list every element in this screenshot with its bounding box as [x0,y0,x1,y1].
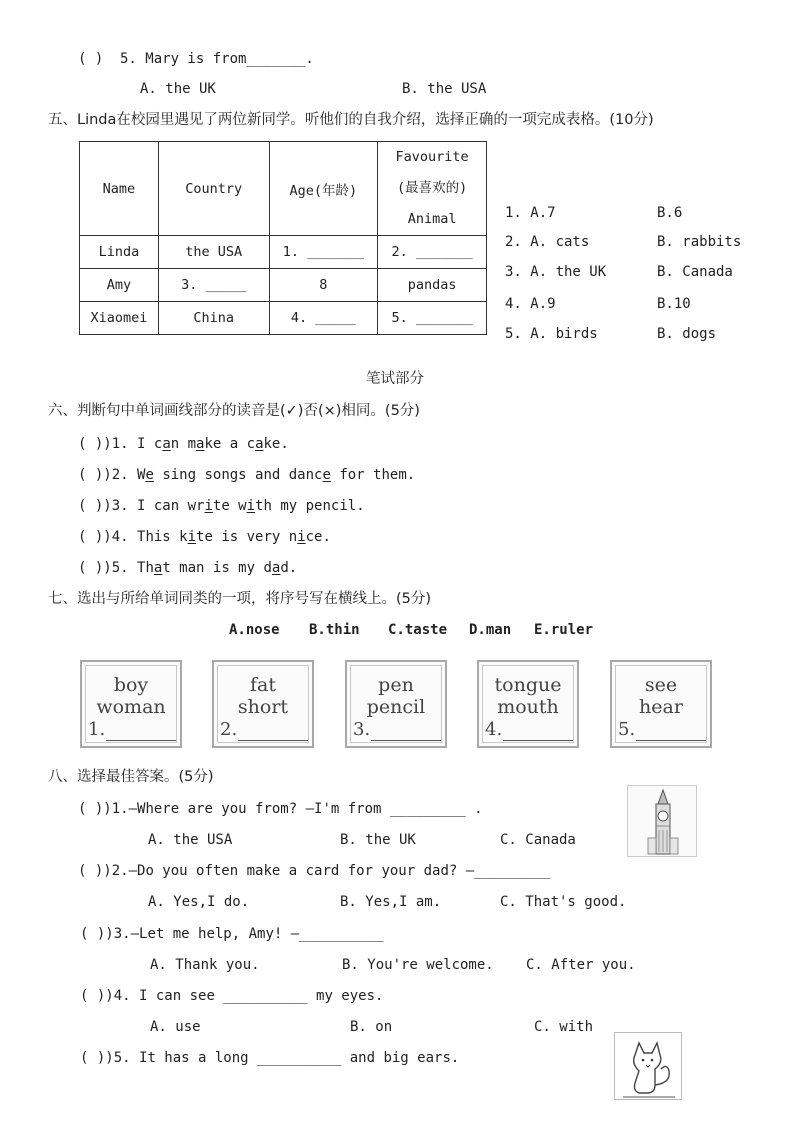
header-country: Country [158,142,269,236]
option-b: B. the UK [340,832,416,848]
judge-item: ( ))2. We sing songs and dance for them. [78,467,416,483]
answer-paren[interactable]: ( ) [78,498,104,514]
choice-b: B.10 [657,296,691,312]
big-ben-icon [628,786,698,858]
answer-line[interactable] [106,740,176,741]
word-card: pen pencil 3. [345,660,447,748]
table-cell: China [158,302,269,335]
mc-question: ( ))3.—Let me help, Amy! —__________ [80,926,384,942]
section-title-8: 八、选择最佳答案。(5分) [48,769,214,785]
info-table [79,141,487,335]
word-card: see hear 5. [610,660,712,748]
answer-line[interactable] [503,740,573,741]
fox-picture [614,1032,682,1100]
header-age: Age(年龄) [269,142,378,236]
judge-item: ( ))3. I can write with my pencil. [78,498,365,514]
answer-line[interactable] [371,740,441,741]
answer-paren[interactable]: ( ) [78,863,104,879]
choice-a: 4. A.9 [505,296,556,312]
answer-blank[interactable]: 2. _______ [378,236,487,269]
choice-b: B. rabbits [657,234,742,250]
word-card: fat short 2. [212,660,314,748]
table-cell: Amy [80,269,159,302]
word-card: boy woman 1. [80,660,182,748]
section-title-5: 五、Linda在校园里遇见了两位新同学。听他们的自我介绍，选择正确的一项完成表格。(10分) [48,112,654,128]
table-cell: Xiaomei [80,302,159,335]
choice-b: B. dogs [657,326,717,342]
option-c: C. Canada [500,832,576,848]
answer-blank[interactable]: 4. _____ [269,302,378,335]
option-a: A. Yes,I do. [148,894,250,910]
word-option: B.thin [309,622,360,638]
answer-paren[interactable]: ( ) [78,801,104,817]
section-title-7: 七、选出与所给单词同类的一项，将序号写在横线上。(5分) [48,591,432,607]
answer-blank[interactable]: 3. _____ [158,269,269,302]
option-a: A. use [150,1019,201,1035]
choice-a: 1. A.7 [505,205,556,221]
choice-a: 2. A. cats [505,234,590,250]
option-a: A. the USA [148,832,233,848]
header-name: Name [80,142,159,236]
section-title-6: 六、判断句中单词画线部分的读音是(✓)否(×)相同。(5分) [48,403,420,419]
option-a: A. the UK [140,81,216,97]
answer-paren[interactable]: ( ) [78,529,104,545]
header-favourite: Favourite (最喜欢的) Animal [378,142,487,236]
mc-question: ( ))4. I can see __________ my eyes. [80,988,384,1004]
option-b: B. Yes,I am. [340,894,442,910]
option-a: A. Thank you. [150,957,260,973]
word-option: A.nose [229,622,280,638]
option-b: B. on [350,1019,393,1035]
answer-paren[interactable]: ( ) [78,51,104,67]
answer-paren[interactable]: ( ) [78,560,104,576]
big-ben-picture [627,785,697,857]
answer-paren[interactable]: ( ) [80,988,106,1004]
word-card: tongue mouth 4. [477,660,579,748]
question-stem: 5. Mary is from_______. [120,51,314,67]
word-option: D.man [469,622,512,638]
fox-icon [615,1033,683,1101]
answer-paren[interactable]: ( ) [78,436,104,452]
table-cell: Linda [80,236,159,269]
option-b: B. the USA [402,81,487,97]
word-option: C.taste [388,622,448,638]
answer-line[interactable] [238,740,308,741]
option-b: B. You're welcome. [342,957,494,973]
table-cell: the USA [158,236,269,269]
table-cell: 8 [269,269,378,302]
answer-blank[interactable]: 1. _______ [269,236,378,269]
option-c: C. That's good. [500,894,627,910]
judge-item: ( ))1. I can make a cake. [78,436,289,452]
choice-a: 5. A. birds [505,326,598,342]
judge-item: ( ))4. This kite is very nice. [78,529,331,545]
answer-paren[interactable]: ( ) [80,926,106,942]
judge-item: ( ))5. That man is my dad. [78,560,298,576]
choice-a: 3. A. the UK [505,264,607,280]
table-cell: pandas [378,269,487,302]
choice-b: B. Canada [657,264,733,280]
option-c: C. with [534,1019,594,1035]
answer-line[interactable] [636,740,706,741]
word-option: E.ruler [534,622,594,638]
mc-question: ( ))2.—Do you often make a card for your dad? —_________ [78,863,551,879]
written-part-title: 笔试部分 [366,371,424,387]
answer-blank[interactable]: 5. _______ [378,302,487,335]
option-c: C. After you. [526,957,636,973]
choice-b: B.6 [657,205,683,221]
mc-question: ( ))1.—Where are you from? —I'm from _________ . [78,801,483,817]
answer-paren[interactable]: ( ) [78,467,104,483]
mc-question: ( ))5. It has a long __________ and big ears. [80,1050,460,1066]
answer-paren[interactable]: ( ) [80,1050,106,1066]
